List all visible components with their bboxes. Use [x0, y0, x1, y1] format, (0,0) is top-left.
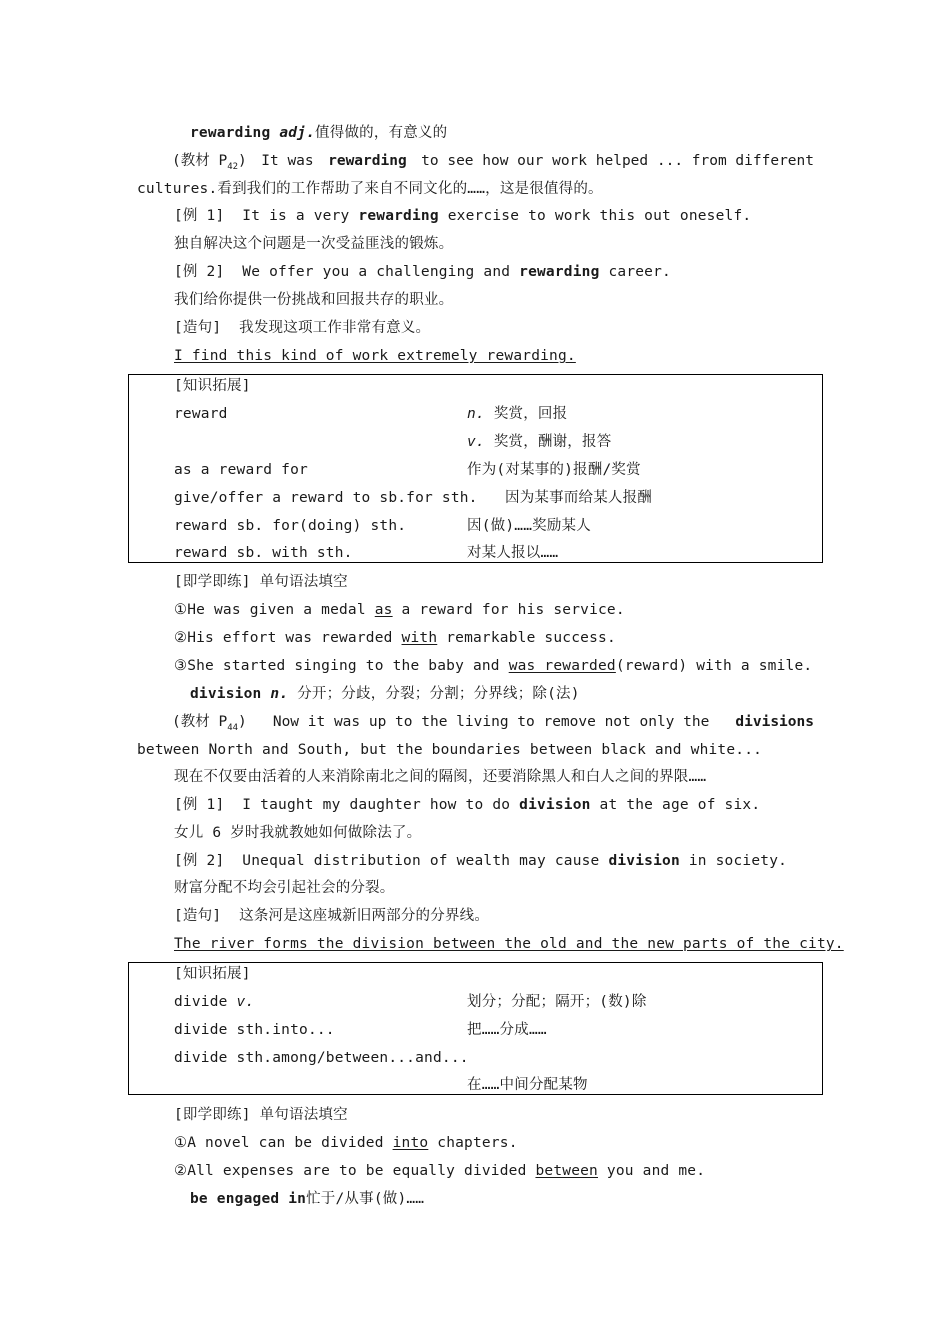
entry-headword: [190, 123, 447, 143]
practice-item: ①He was given a medal as a reward for his service.: [174, 602, 625, 618]
headword-gloss: 值得做的，有意义的: [315, 125, 448, 141]
practice-item: ②All expenses are to be equally divided between you and me.: [174, 1163, 706, 1179]
practice-answer: with: [401, 630, 438, 646]
example-1-translation: 独自解决这个问题是一次受益匪浅的锻炼。: [174, 236, 454, 252]
expansion-phrase: reward sb. for(doing) sth.: [174, 518, 407, 534]
practice-answer: between: [535, 1163, 598, 1179]
textbook-quote: (教材 $P_{42}$) It was rewarding to see how our work helped ... from different: [172, 151, 814, 177]
expansion-meaning: 作为(对某事的)报酬/奖赏: [467, 462, 641, 478]
headword: be engaged in: [190, 1191, 307, 1207]
example-1-translation: 女儿 6 岁时我就教她如何做除法了。: [174, 825, 422, 841]
expansion-meaning: 在……中间分配某物: [467, 1077, 588, 1093]
headword: rewarding: [190, 125, 271, 141]
example-2: [例 2] We offer you a challenging and rewarding career.: [174, 264, 671, 280]
entry-headword: [190, 684, 580, 704]
practice-title: [即学即练] 单句语法填空: [174, 1107, 348, 1123]
practice-answer: into: [392, 1135, 429, 1151]
practice-title: [即学即练] 单句语法填空: [174, 574, 348, 590]
keyword: division: [519, 797, 591, 813]
make-sentence-answer: I find this kind of work extremely rewarding.: [174, 348, 576, 364]
box-title: [知识拓展]: [174, 966, 251, 982]
keyword: division: [608, 853, 680, 869]
expansion-phrase: divide sth.among/between...and...: [174, 1050, 469, 1066]
part-of-speech: adj.: [279, 125, 316, 141]
practice-answer: as: [374, 602, 393, 618]
expansion-phrase: reward sb. with sth.: [174, 545, 353, 561]
example-1: [例 1] It is a very rewarding exercise to work this out oneself.: [174, 208, 752, 224]
keyword: rewarding: [519, 264, 600, 280]
expansion-phrase: as a reward for: [174, 462, 308, 478]
expansion-phrase: reward: [174, 406, 228, 422]
keyword: rewarding: [328, 153, 407, 169]
headword: division: [190, 686, 262, 702]
example-2-translation: 财富分配不均会引起社会的分裂。: [174, 880, 395, 896]
expansion-phrase: divide v.: [174, 994, 255, 1010]
keyword: rewarding: [358, 208, 439, 224]
textbook-quote-translation: 现在不仅要由活着的人来消除南北之间的隔阂，还要消除黑人和白人之间的界限……: [174, 769, 707, 785]
expansion-meaning: 划分；分配；隔开；(数)除: [467, 994, 647, 1010]
make-sentence: [造句] 我发现这项工作非常有意义。: [174, 320, 431, 336]
textbook-quote-cont: between North and South, but the boundaries between black and white...: [137, 742, 763, 758]
expansion-meaning: 因(做)……奖励某人: [467, 518, 591, 534]
expansion-meaning: 把……分成……: [467, 1022, 547, 1038]
make-sentence-answer: The river forms the division between the old and the new parts of the city.: [174, 936, 844, 952]
expansion-meaning: 因为某事而给某人报酬: [505, 490, 652, 506]
expansion-phrase: give/offer a reward to sb.for sth.: [174, 490, 478, 506]
headword-gloss: 忙于/从事(做)……: [306, 1191, 425, 1207]
practice-item: ①A novel can be divided into chapters.: [174, 1135, 518, 1151]
expansion-phrase: divide sth.into...: [174, 1022, 335, 1038]
practice-item: ②His effort was rewarded with remarkable success.: [174, 630, 616, 646]
expansion-meaning: v. 奖赏，酬谢，报答: [467, 434, 612, 450]
practice-answer: was rewarded: [508, 658, 616, 674]
keyword: divisions: [735, 714, 814, 730]
example-1: [例 1] I taught my daughter how to do division at the age of six.: [174, 797, 761, 813]
entry-headword: [190, 1189, 424, 1209]
example-2: [例 2] Unequal distribution of wealth may cause division in society.: [174, 853, 788, 869]
box-title: [知识拓展]: [174, 378, 251, 394]
textbook-quote: (教材 $P_{44}$) Now it was up to the living to remove not only the divisions: [172, 712, 814, 738]
textbook-quote-cont: cultures.看到我们的工作帮助了来自不同文化的……，这是很值得的。: [137, 181, 603, 197]
part-of-speech: n.: [270, 686, 289, 702]
make-sentence: [造句] 这条河是这座城新旧两部分的分界线。: [174, 908, 490, 924]
expansion-meaning: 对某人报以……: [467, 545, 559, 561]
practice-item: ③She started singing to the baby and was rewarded(reward) with a smile.: [174, 658, 813, 674]
expansion-meaning: n. 奖赏，回报: [467, 406, 568, 422]
example-2-translation: 我们给你提供一份挑战和回报共存的职业。: [174, 292, 454, 308]
headword-gloss: 分开；分歧，分裂；分割；分界线；除(法): [297, 686, 580, 702]
